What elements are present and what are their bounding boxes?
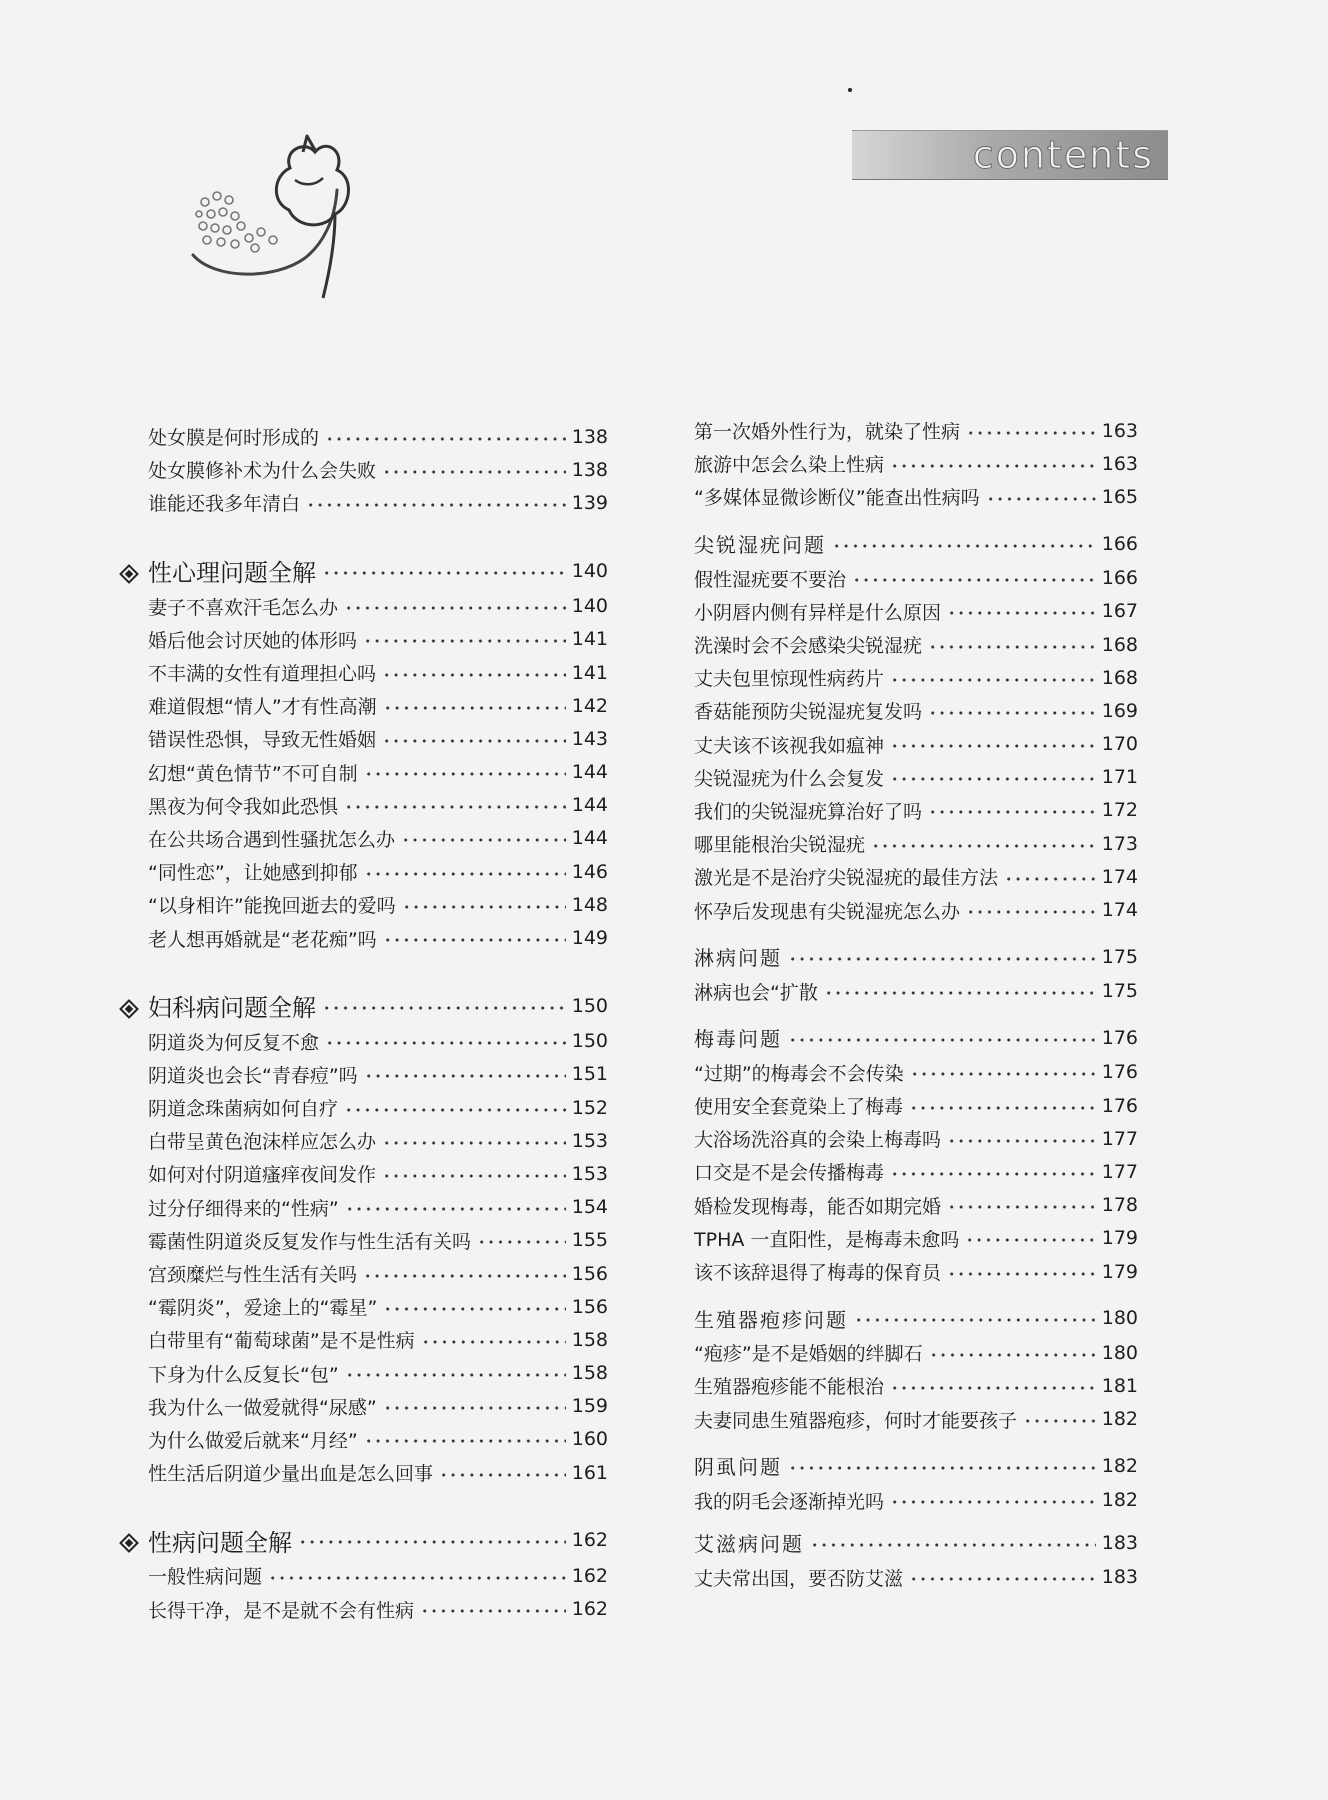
toc-entry[interactable]: 生殖器疱疹能不能根治 181 [694,1374,1138,1399]
toc-entry[interactable]: 香菇能预防尖锐湿疣复发吗 169 [694,699,1138,724]
ink-dot [848,88,852,92]
toc-left-column [148,420,608,1626]
toc-entry[interactable]: 处女膜修补术为什么会失败 138 [148,458,608,483]
toc-entry[interactable]: 旅游中怎会么染上性病 163 [694,452,1138,477]
toc-entry[interactable]: “过期”的梅毒会不会传染 176 [694,1061,1138,1085]
toc-entry[interactable]: 假性湿疣要不要治 166 [694,567,1138,591]
toc-section-heading[interactable]: 性心理问题全解 140 [148,552,608,590]
toc-entry[interactable]: 谁能还我多年清白 139 [148,491,608,516]
toc-entry[interactable]: “多媒体显微诊断仪”能查出性病吗 165 [694,485,1138,510]
toc-subsection-heading[interactable]: 艾滋病问题 183 [694,1531,1138,1557]
toc-entry[interactable]: 过分仔细得来的“性病” 154 [148,1196,608,1220]
toc-entry[interactable]: 夫妻同患生殖器疱疹，何时才能要孩子 182 [694,1408,1138,1432]
toc-entry[interactable]: 口交是不是会传播梅毒 177 [694,1160,1138,1185]
contents-header-bar [852,130,1168,180]
toc-entry[interactable]: 丈夫常出国，要否防艾滋 183 [694,1566,1138,1590]
toc-entry[interactable]: 白带呈黄色泡沫样应怎么办 153 [148,1129,608,1154]
toc-entry[interactable]: 老人想再婚就是“老花痴”吗 149 [148,927,608,951]
toc-entry[interactable]: 洗澡时会不会感染尖锐湿疣 168 [694,633,1138,658]
toc-entry[interactable]: 小阴唇内侧有异样是什么原因 167 [694,600,1138,624]
toc-entry[interactable]: 阴道炎也会长“青春痘”吗 151 [148,1063,608,1087]
toc-section-heading[interactable]: 妇科病问题全解 150 [148,987,608,1025]
toc-entry[interactable]: TPHA 一直阳性，是梅毒未愈吗 179 [694,1227,1138,1251]
toc-entry[interactable]: 怀孕后发现患有尖锐湿疣怎么办 174 [694,899,1138,923]
toc-entry[interactable]: 宫颈糜烂与性生活有关吗 156 [148,1262,608,1287]
toc-entry[interactable]: 淋病也会“扩散 175 [694,980,1138,1004]
toc-entry[interactable]: “以身相许”能挽回逝去的爱吗 148 [148,893,608,918]
toc-entry[interactable]: “霉阴炎”，爱途上的“霉星” 156 [148,1295,608,1320]
toc-entry[interactable]: 白带里有“葡萄球菌”是不是性病 158 [148,1328,608,1353]
toc-entry[interactable]: 黑夜为何令我如此恐惧 144 [148,794,608,818]
toc-entry[interactable]: 阴道炎为何反复不愈 150 [148,1030,608,1054]
toc-entry[interactable]: 婚后他会讨厌她的体形吗 141 [148,628,608,652]
toc-entry[interactable]: 我的阴毛会逐渐掉光吗 182 [694,1489,1138,1513]
toc-subsection-heading[interactable]: 生殖器疱疹问题 180 [694,1307,1138,1332]
toc-entry[interactable]: 哪里能根治尖锐湿疣 173 [694,832,1138,857]
toc-entry[interactable]: 尖锐湿疣为什么会复发 171 [694,766,1138,790]
toc-entry[interactable]: 下身为什么反复长“包” 158 [148,1362,608,1386]
toc-entry[interactable]: 长得干净，是不是就不会有性病 162 [148,1598,608,1622]
toc-entry[interactable]: 为什么做爱后就来“月经” 160 [148,1428,608,1452]
toc-entry[interactable]: 我们的尖锐湿疣算治好了吗 172 [694,799,1138,823]
toc-entry[interactable]: 我为什么一做爱就得“尿感” 159 [148,1395,608,1419]
toc-entry[interactable]: 处女膜是何时形成的 138 [148,425,608,450]
toc-entry[interactable]: 该不该辞退得了梅毒的保育员 179 [694,1260,1138,1285]
toc-entry[interactable]: 幻想“黄色情节”不可自制 144 [148,761,608,785]
toc-subsection-heading[interactable]: 淋病问题 175 [694,945,1138,971]
toc-entry[interactable]: 婚检发现梅毒，能否如期完婚 178 [694,1194,1138,1218]
toc-entry[interactable]: “疱疹”是不是婚姻的绊脚石 180 [694,1341,1138,1366]
toc-entry[interactable]: 如何对付阴道瘙痒夜间发作 153 [148,1162,608,1187]
toc-entry[interactable]: 在公共场合遇到性骚扰怎么办 144 [148,827,608,851]
diamond-bullet-icon [119,999,139,1019]
toc-entry[interactable]: 激光是不是治疗尖锐湿疣的最佳方法 174 [694,865,1138,890]
diamond-bullet-icon [119,564,139,584]
toc-section-heading[interactable]: 性病问题全解 162 [148,1521,608,1559]
toc-entry[interactable]: 丈夫包里惊现性病药片 168 [694,666,1138,691]
toc-entry[interactable]: 妻子不喜欢汗毛怎么办 140 [148,595,608,619]
toc-entry[interactable]: 错误性恐惧，导致无性婚姻 143 [148,727,608,752]
toc-entry[interactable]: “同性恋”，让她感到抑郁 146 [148,860,608,885]
contents-label: contents [972,133,1154,177]
toc-entry[interactable]: 大浴场洗浴真的会染上梅毒吗 177 [694,1127,1138,1152]
toc-entry[interactable]: 一般性病问题 162 [148,1564,608,1589]
toc-subsection-heading[interactable]: 尖锐湿疣问题 166 [694,532,1138,558]
strawberry-shoe-icon [185,130,375,310]
toc-entry[interactable]: 阴道念珠菌病如何自疗 152 [148,1096,608,1121]
toc-entry[interactable]: 霉菌性阴道炎反复发作与性生活有关吗 155 [148,1229,608,1253]
toc-entry[interactable]: 难道假想“情人”才有性高潮 142 [148,694,608,719]
toc-entry[interactable]: 性生活后阴道少量出血是怎么回事 161 [148,1461,608,1486]
toc-subsection-heading[interactable]: 梅毒问题 176 [694,1026,1138,1052]
toc-entry[interactable]: 第一次婚外性行为，就染了性病 163 [694,419,1138,444]
toc-entry[interactable]: 丈夫该不该视我如瘟神 170 [694,733,1138,757]
toc-entry[interactable]: 不丰满的女性有道理担心吗 141 [148,661,608,686]
diamond-bullet-icon [119,1533,139,1553]
toc-subsection-heading[interactable]: 阴虱问题 182 [694,1454,1138,1480]
toc-entry[interactable]: 使用安全套竟染上了梅毒 176 [694,1094,1138,1119]
toc-right-column [694,414,1138,1594]
